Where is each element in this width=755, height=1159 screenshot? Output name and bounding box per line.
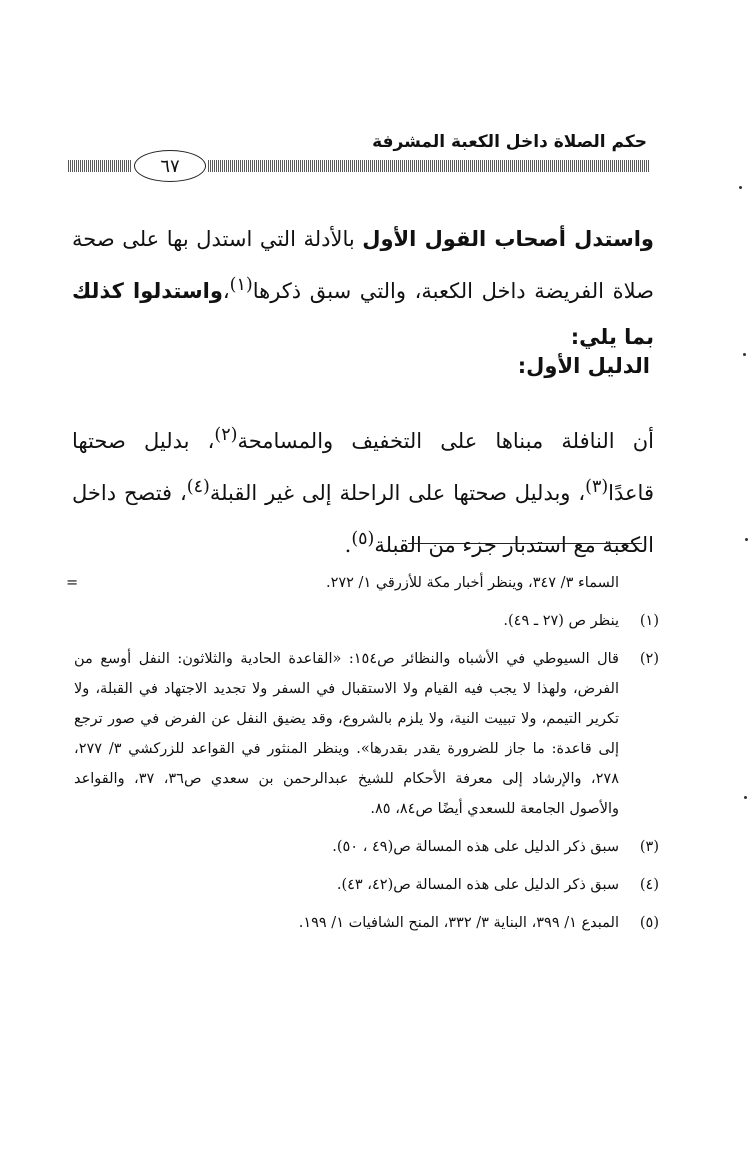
footnote-item xyxy=(74,606,659,636)
para2-text-5: . xyxy=(344,533,352,557)
scan-speck xyxy=(745,538,748,541)
footnote-item xyxy=(74,870,659,900)
footnote-ref-3[interactable]: (٣) xyxy=(585,477,609,497)
footnote-ref-2[interactable]: (٢) xyxy=(214,425,238,445)
footnote-continuation-text: السماء ٣/ ٣٤٧، وينظر أخبار مكة للأزرقي ١/ ٢٧٢. xyxy=(325,575,619,591)
page-number: ٦٧ xyxy=(134,150,206,182)
footnote-ref-5[interactable]: (٥) xyxy=(351,529,375,549)
scan-speck xyxy=(744,796,747,799)
footnote-item xyxy=(74,908,659,938)
footnote-text: ينظر ص (٢٧ ـ ٤٩). xyxy=(503,613,619,629)
footnote-number: (٥) xyxy=(639,915,659,931)
paragraph-1 xyxy=(72,216,654,360)
footnote-text: سبق ذكر الدليل على هذه المسالة ص(٤٩ ، ٥٠). xyxy=(332,839,619,855)
footnote-divider xyxy=(408,543,642,544)
footnote-number: (٤) xyxy=(639,877,659,893)
footnote-item xyxy=(74,832,659,862)
footnote-text: قال السيوطي في الأشباه والنظائر ص١٥٤: «القاعدة الحادية والثلاثون: النفل أوسع من الفرض، ولهذا لا يجب فيه القيام ولا الاستقبال في السفر ولا تجديد الاجتهاد في القبلة، ولا تكرير التيمم، ولا تبييت النية، ولا يلزم بالشروع، وقد يضيق النفل عن الفرض في صور ترجع إلى قاعدة: ما جاز للضرورة يقدر بقدرها». وينظر المنثور في القواعد للزركشي ٣/ ٢٧٧، ٢٧٨، والإرشاد إلى معرفة الأحكام للشيخ عبدالرحمن بن سعدي ص٣٦، ٣٧، والقواعد والأصول الجامعة للسعدي أيضًا ص٨٤، ٨٥. xyxy=(74,651,619,817)
paragraph-2 xyxy=(72,412,654,568)
scan-speck xyxy=(739,186,742,189)
footnote-continuation xyxy=(66,568,659,598)
bold-ending: واستدلوا كذلك بما يلي: xyxy=(72,279,654,349)
para1-comma: ، xyxy=(222,279,230,303)
para2-text-3: ، وبدليل صحتها على الراحلة إلى غير القبلة xyxy=(209,481,586,505)
footnote-text: المبدع ١/ ٣٩٩، البناية ٣/ ٣٣٢، المنح الشافيات ١/ ١٩٩. xyxy=(298,915,619,931)
footnotes xyxy=(66,568,659,946)
section-heading: الدليل الأول: xyxy=(517,354,650,378)
footnote-item xyxy=(74,644,659,824)
footnote-number: (٢) xyxy=(639,651,659,667)
footnote-number: (٣) xyxy=(639,839,659,855)
para2-text-2: ، بدليل صحتها قاعدًا xyxy=(72,429,654,505)
para2-text-4: ، فتصح داخل الكعبة مع استدبار جزء من القبلة xyxy=(72,481,654,557)
header-rule xyxy=(208,160,649,172)
footnote-ref-1[interactable]: (١) xyxy=(229,275,253,295)
footnote-text: سبق ذكر الدليل على هذه المسالة ص(٤٢، ٤٣). xyxy=(336,877,619,893)
footnote-ref-4[interactable]: (٤) xyxy=(186,477,210,497)
para1-text: بالأدلة التي استدل بها على صحة صلاة الفريضة داخل الكعبة، والتي سبق ذكرها xyxy=(72,227,654,303)
header-rule-left xyxy=(68,160,132,172)
para2-text-1: أن النافلة مبناها على التخفيف والمسامحة xyxy=(237,429,654,453)
continuation-mark: = xyxy=(66,575,79,591)
footnote-number: (١) xyxy=(639,613,659,629)
scan-speck xyxy=(743,353,746,356)
running-header-title: حكم الصلاة داخل الكعبة المشرفة xyxy=(372,132,647,152)
bold-intro: واستدل أصحاب القول الأول xyxy=(362,227,654,251)
